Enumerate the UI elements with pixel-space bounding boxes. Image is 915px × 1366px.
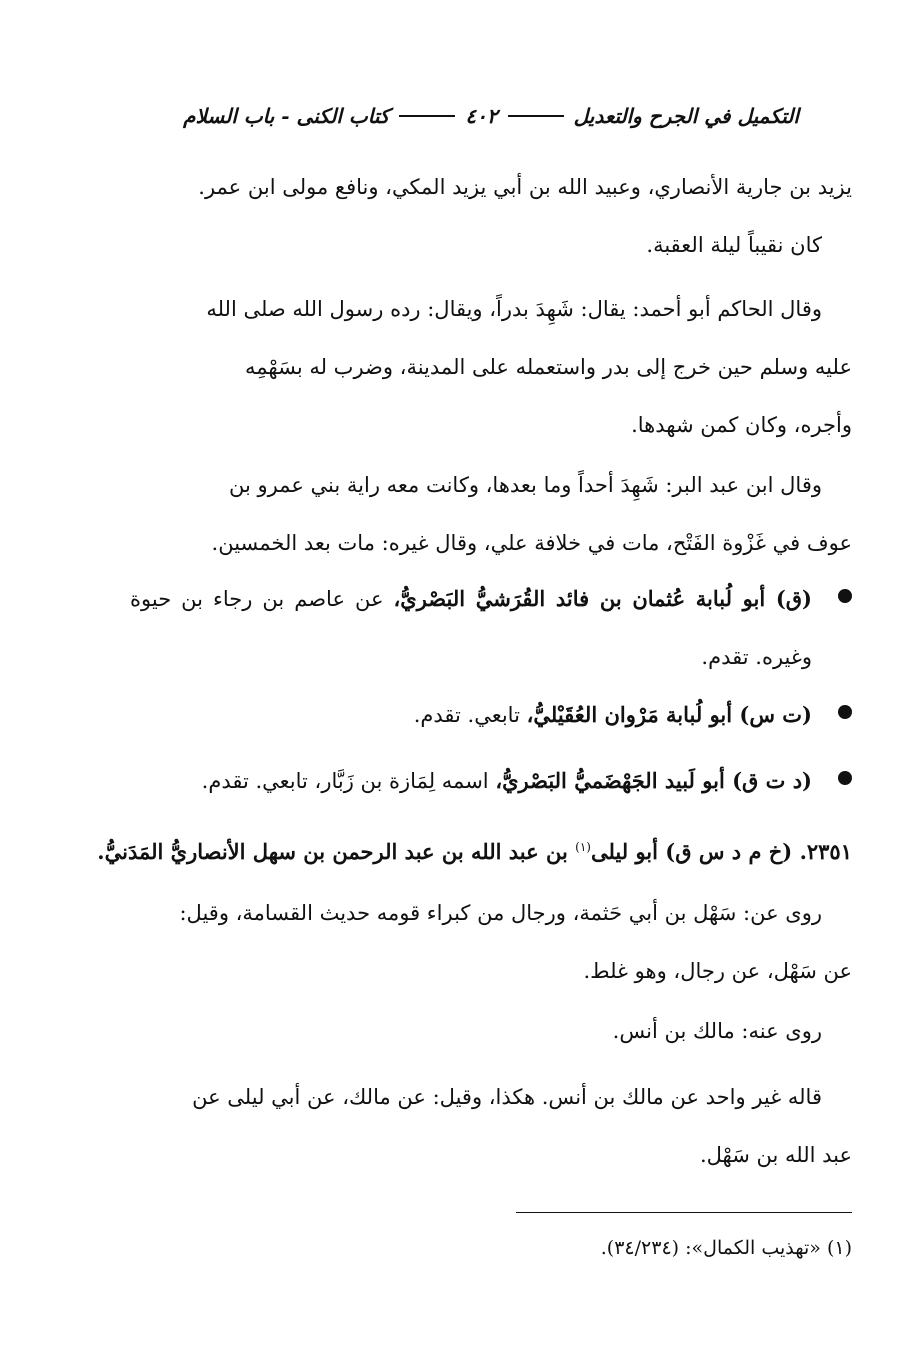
- header-separator: [508, 115, 564, 117]
- narrator-note: تابعي. تقدم.: [413, 703, 527, 727]
- narrator-name: (د ت ق) أبو لَبيد الجَهْضَميُّ البَصْريُّ،: [495, 768, 812, 793]
- footnote-divider: [516, 1212, 852, 1213]
- text-line: قاله غير واحد عن مالك بن أنس. هكذا، وقيل: عن مالك، عن أبي ليلى عن: [192, 1085, 822, 1109]
- bullet-entry: [130, 752, 852, 810]
- narrator-note: اسمه لِمَازة بن زَبَّار، تابعي. تقدم.: [201, 769, 496, 793]
- paragraph-qalahu: [130, 1068, 852, 1184]
- bullet-entry: [130, 570, 852, 686]
- entry-number: ٢٣٥١.: [799, 839, 852, 864]
- text-line: وأجره، وكان كمن شهدها.: [631, 413, 852, 437]
- paragraph-hakim: [130, 280, 852, 454]
- text-line: عوف في غَزْوة الفَتْح، مات في خلافة علي، وقال غيره: مات بعد الخمسين.: [211, 531, 852, 555]
- bullet-icon: [838, 705, 852, 719]
- text-line: عن سَهْل، عن رجال، وهو غلط.: [583, 959, 852, 983]
- paragraph-rawa-an: [130, 884, 852, 1000]
- bullet-text: [130, 686, 812, 744]
- book-title: التكميل في الجرح والتعديل: [573, 104, 799, 128]
- section-title: كتاب الكنى - باب السلام: [183, 104, 390, 128]
- bullet-text: [130, 570, 812, 686]
- narrator-note: عن عاصم بن رجاء بن حيوة وغيره. تقدم.: [130, 587, 812, 669]
- text-line: روى عنه: مالك بن أنس.: [612, 1019, 822, 1043]
- paragraph-continuation: [130, 158, 852, 216]
- text-line: روى عن: سَهْل بن أبي حَثمة، ورجال من كبراء قومه حديث القسامة، وقيل:: [179, 901, 822, 925]
- header-separator: [399, 115, 455, 117]
- bullet-text: [130, 752, 812, 810]
- page-number: ٤٠٢: [465, 104, 498, 128]
- bullet-entry: [130, 686, 852, 744]
- text-line: وقال الحاكم أبو أحمد: يقال: شَهِدَ بدراً، ويقال: رده رسول الله صلى الله: [206, 297, 822, 321]
- text-line: وقال ابن عبد البر: شَهِدَ أحداً وما بعدها، وكانت معه راية بني عمرو بن: [228, 473, 822, 497]
- entry-heading: [97, 818, 852, 881]
- text-line: يزيد بن جارية الأنصاري، وعبيد الله بن أبي يزيد المكي، ونافع مولى ابن عمر.: [198, 175, 852, 199]
- footnote-text: (١) «تهذيب الكمال»: (٣٤/٢٣٤).: [600, 1237, 852, 1259]
- text-line: كان نقيباً ليلة العقبة.: [646, 233, 822, 257]
- entry-lineage: بن عبد الله بن عبد الرحمن بن سهل الأنصاريُّ المَدَنيُّ.: [97, 839, 576, 864]
- running-header: [130, 98, 852, 134]
- footnote-marker: (١): [575, 840, 591, 854]
- entry-name: (خ م د س ق) أبو ليلى: [590, 839, 793, 864]
- text-line: عبد الله بن سَهْل.: [699, 1143, 852, 1167]
- footnote: [130, 1228, 852, 1268]
- paragraph-ibn-abd-al-barr: [130, 456, 852, 572]
- bullet-icon: [838, 589, 852, 603]
- text-line: عليه وسلم حين خرج إلى بدر واستعمله على المدينة، وضرب له بسَهْمِه: [245, 355, 852, 379]
- bullet-icon: [838, 771, 852, 785]
- narrator-name: (ق) أبو لُبابة عُثمان بن فائد القُرَشيُّ البَصْريُّ،: [393, 586, 812, 611]
- paragraph-rawa-anhu: [130, 1002, 852, 1060]
- narrator-name: (ت س) أبو لُبابة مَرْوان العُقَيْليُّ،: [526, 702, 812, 727]
- paragraph-naqib: [130, 216, 852, 274]
